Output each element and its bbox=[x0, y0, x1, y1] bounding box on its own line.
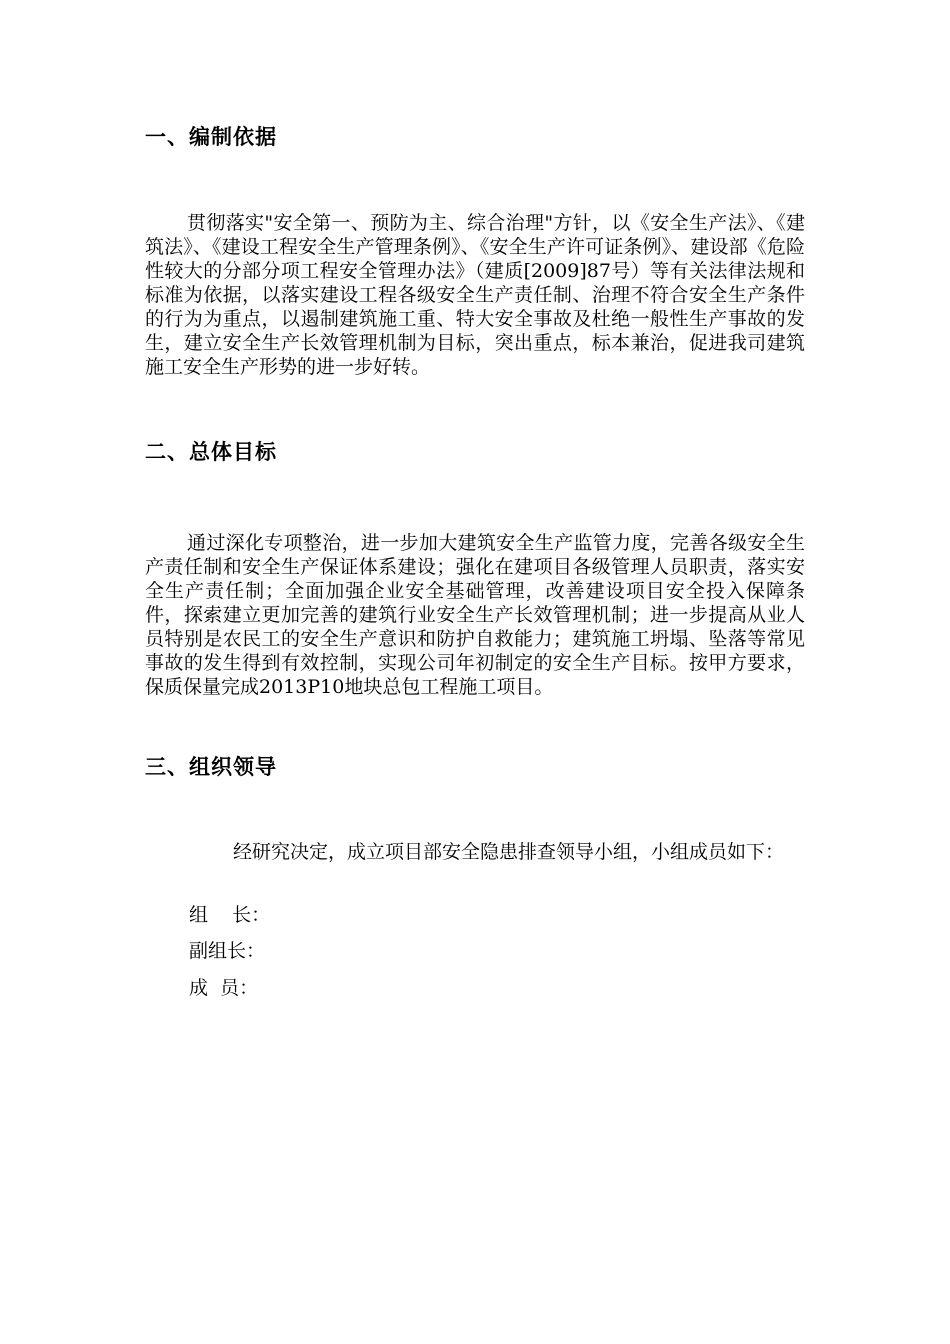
member-line-member: 成 员： bbox=[189, 977, 259, 999]
section-paragraph-basis: 贯彻落实"安全第一、预防为主、综合治理"方针，以《安全生产法》、《建筑法》、《建设工程安全生产管理条例》、《安全生产许可证条例》、建设部《危险性较大的分部分项工程安全管理办法》（建质[2009]87号）等有关法律法规和标准为依据，以落实建设工程各级安全生产责任制、治理不符合安全生产条件的行为为重点，以遏制建筑施工重、特大安全事故及杜绝一般性生产事故的发生，建立安全生产长效管理机制为目标，突出重点，标本兼治，促进我司建筑施工安全生产形势的进一步好转。 bbox=[145, 212, 805, 378]
section-paragraph-goals: 通过深化专项整治，进一步加大建筑安全生产监管力度，完善各级安全生产责任制和安全生产保证体系建设；强化在建项目各级管理人员职责，落实安全生产责任制；全面加强企业安全基础管理，改善建设项目安全投入保障条件，探索建立更加完善的建筑行业安全生产长效管理机制；进一步提高从业人员特别是农民工的安全生产意识和防护自救能力；建筑施工坍塌、坠落等常见事故的发生得到有效控制，实现公司年初制定的安全生产目标。按甲方要求，保质保量完成2013P10地块总包工程施工项目。 bbox=[145, 532, 805, 698]
member-line-leader: 组 长： bbox=[189, 904, 271, 926]
section-heading-goals: 二、总体目标 bbox=[145, 440, 277, 464]
member-line-deputy: 副组长： bbox=[189, 940, 266, 962]
section-heading-basis: 一、编制依据 bbox=[145, 125, 277, 149]
section-paragraph-organization: 经研究决定，成立项目部安全隐患排查领导小组，小组成员如下： bbox=[233, 841, 785, 863]
section-heading-organization: 三、组织领导 bbox=[145, 755, 277, 779]
